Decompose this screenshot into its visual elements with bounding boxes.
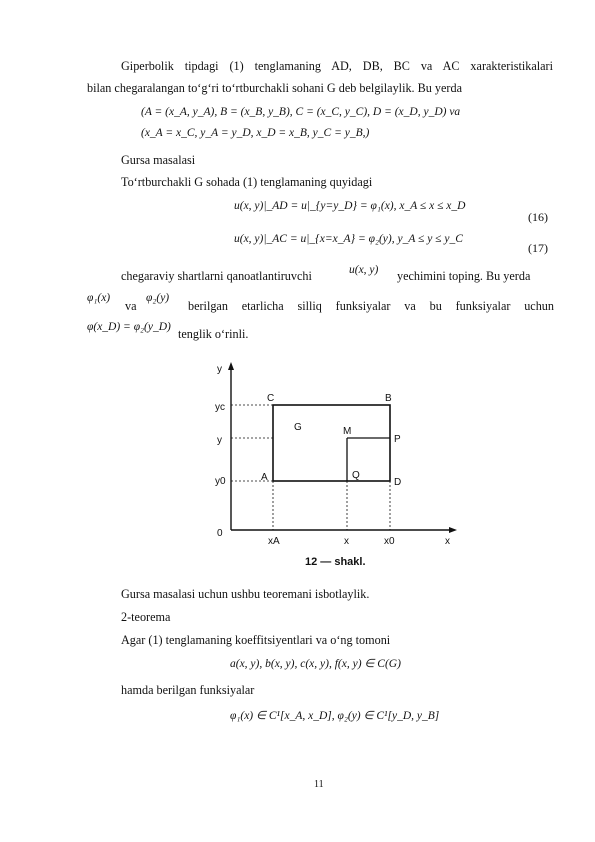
conditions-line-3: tenglik o‘rinli. <box>178 327 249 341</box>
conditions-line-2b: berilgan etarlicha silliq funksiyalar va bu funksiyalar uchun <box>188 299 554 313</box>
phi1-symbol: φ₁(x) <box>87 292 111 304</box>
section-title: Gursa masalasi <box>121 153 196 167</box>
figure-caption: 12 — shakl. <box>305 556 366 568</box>
label-point-a: A <box>261 472 268 483</box>
label-x: x <box>344 536 349 547</box>
theorem-condition-2: hamda berilgan funksiyalar <box>121 683 255 697</box>
theorem-title: 2-teorema <box>121 610 171 624</box>
theorem-condition-1: Agar (1) tenglamaning koeffitsiyentlari va o‘ng tomoni <box>121 633 391 647</box>
label-y0: y0 <box>215 476 226 487</box>
label-origin: 0 <box>217 528 223 539</box>
label-x0: x0 <box>384 536 395 547</box>
compatibility-formula: φ(x_D) = φ₂(y_D) <box>87 321 171 333</box>
conditions-va: va <box>125 299 137 313</box>
coefficients-formula: a(x, y), b(x, y), c(x, y), f(x, y) ∈ C(G) <box>230 658 401 670</box>
x-axis-arrow-icon <box>449 527 457 533</box>
figure-12 <box>205 358 465 568</box>
label-domain-g: G <box>294 422 302 433</box>
intro-line-1: Giperbolik tipdagi (1) tenglamaning AD, DB, BC va AC xarakteristikalari <box>121 59 553 73</box>
page-number: 11 <box>314 779 324 790</box>
equation-17-number: (17) <box>528 241 548 255</box>
solution-symbol: u(x, y) <box>349 264 379 276</box>
label-point-m: M <box>343 426 352 437</box>
theorem-intro: Gursa masalasi uchun ushbu teoremani isbotlaylik. <box>121 587 370 601</box>
equation-16: u(x, y)|_AD = u|_{y=y_D} = φ₁(x), x_A ≤ x ≤ x_D <box>234 200 466 212</box>
points-formula: (A = (x_A, y_A), B = (x_B, y_B), C = (x_C, y_C), D = (x_D, y_D) va <box>141 106 461 118</box>
intro-line-2: bilan chegaralangan to‘g‘ri to‘rtburchakli sohani G deb belgilaylik. Bu yerda <box>87 81 462 95</box>
label-point-d: D <box>394 477 402 488</box>
conditions-line-1a: chegaraviy shartlarni qanoatlantiruvchi <box>121 269 312 283</box>
functions-formula: φ₁(x) ∈ C¹[x_A, x_D], φ₂(y) ∈ C¹[y_D, y_B] <box>230 710 440 722</box>
label-y-axis: y <box>217 364 222 375</box>
y-axis-arrow-icon <box>228 362 234 370</box>
label-point-p: P <box>394 434 401 445</box>
task-line: To‘rtburchakli G sohada (1) tenglamaning quyidagi <box>121 175 373 189</box>
label-point-q: Q <box>352 470 360 481</box>
label-y: y <box>217 435 222 446</box>
equation-16-number: (16) <box>528 210 548 224</box>
label-point-c: C <box>267 393 275 404</box>
domain-rectangle <box>273 405 390 481</box>
label-x-axis: x <box>445 536 450 547</box>
label-xa: xA <box>268 536 280 547</box>
phi2-symbol: φ₂(y) <box>146 292 170 304</box>
coords-formula: (x_A = x_C, y_A = y_D, x_D = x_B, y_C = y_B,) <box>141 127 370 139</box>
label-point-b: B <box>385 393 392 404</box>
label-yc: yc <box>215 402 225 413</box>
equation-17: u(x, y)|_AC = u|_{x=x_A} = φ₂(y), y_A ≤ y ≤ y_C <box>234 233 463 245</box>
conditions-line-1b: yechimini toping. Bu yerda <box>397 269 531 283</box>
